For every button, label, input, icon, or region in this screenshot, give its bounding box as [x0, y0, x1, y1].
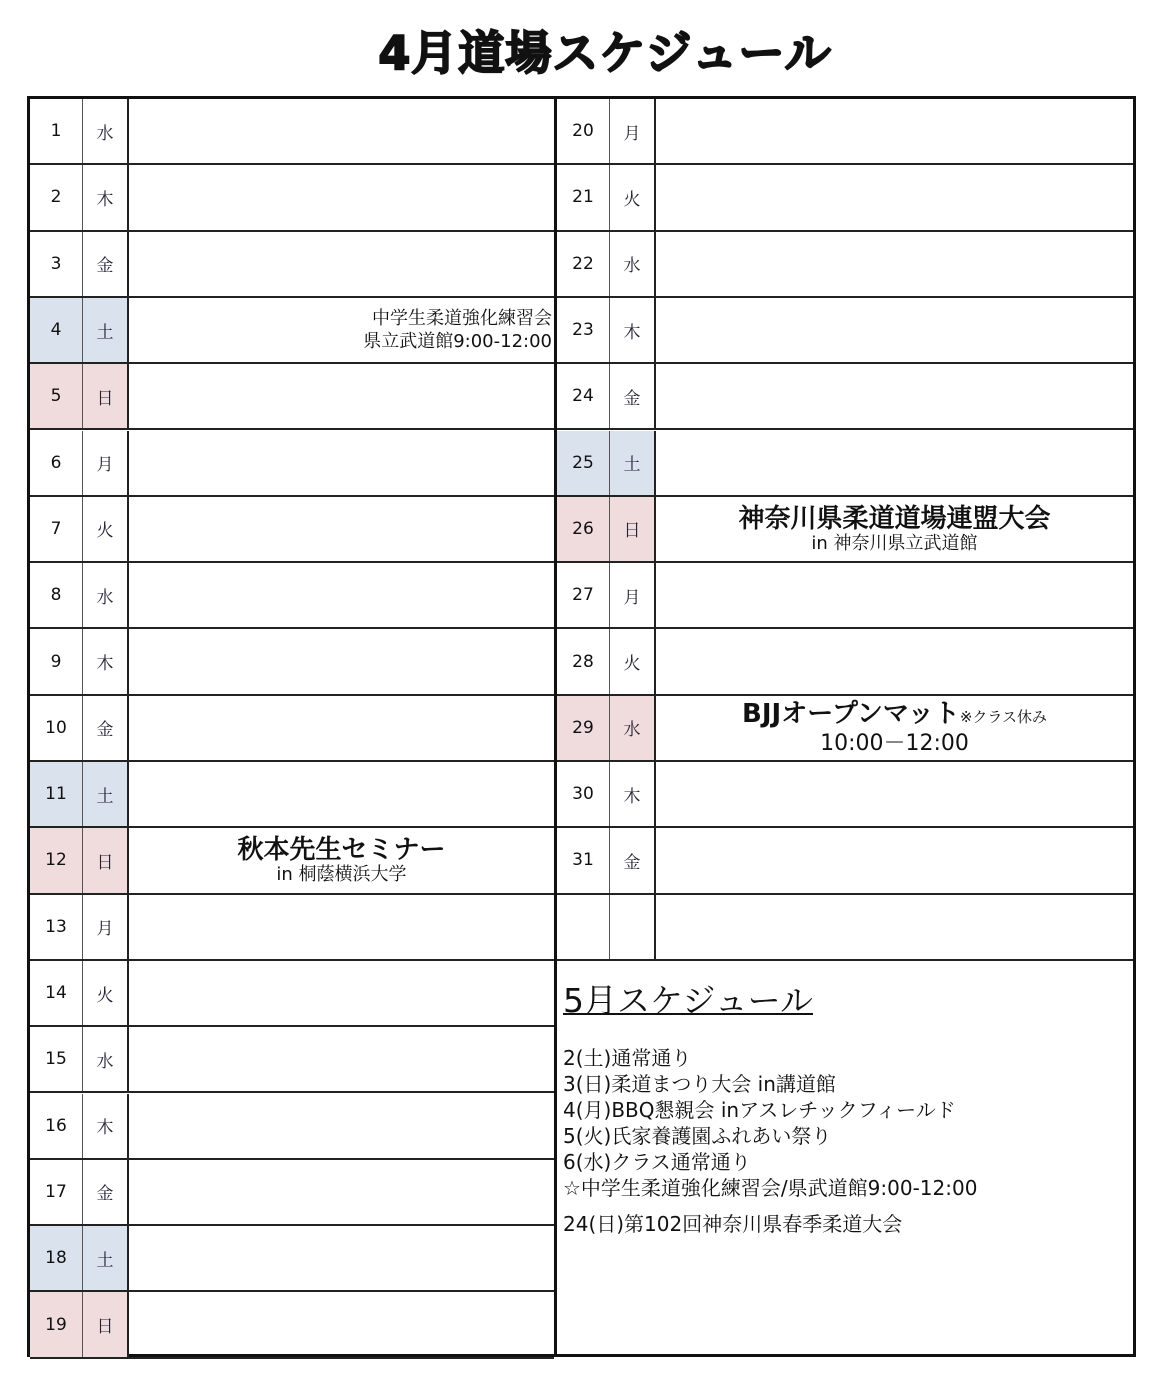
- event-cell: [129, 497, 554, 561]
- day-number: 16: [30, 1094, 83, 1158]
- day-number: 29: [557, 696, 610, 760]
- day-number: 23: [557, 298, 610, 362]
- day-row: [30, 696, 554, 762]
- day-number: 1: [30, 99, 83, 163]
- day-of-week: 木: [610, 298, 656, 362]
- event-cell: [129, 1160, 554, 1224]
- day-number: 18: [30, 1226, 83, 1290]
- event-cell: [656, 165, 1133, 229]
- day-row: [557, 696, 1133, 762]
- day-row: [30, 762, 554, 828]
- event-title-text: 神奈川県柔道道場連盟大会: [738, 503, 1051, 534]
- day-row: [557, 99, 1133, 165]
- day-number: 14: [30, 961, 83, 1025]
- day-of-week: 日: [83, 828, 129, 892]
- day-of-week: 土: [610, 431, 656, 495]
- day-of-week: 木: [83, 1094, 129, 1158]
- day-number: 11: [30, 762, 83, 826]
- day-of-week: 水: [83, 99, 129, 163]
- day-of-week: 土: [83, 762, 129, 826]
- day-row: [30, 165, 554, 231]
- may-schedule: [560, 961, 1130, 1237]
- event-cell: [656, 762, 1133, 826]
- event-cell: [129, 1292, 554, 1356]
- event-cell: [656, 828, 1133, 892]
- day-row: [30, 1160, 554, 1226]
- day-of-week: 火: [83, 497, 129, 561]
- day-number: 21: [557, 165, 610, 229]
- may-title: 5月スケジュール: [563, 981, 814, 1020]
- event-title-text: 秋本先生セミナー: [237, 835, 446, 866]
- day-of-week: 月: [610, 563, 656, 627]
- day-number: 13: [30, 895, 83, 959]
- day-of-week: 火: [610, 629, 656, 693]
- day-row: [30, 563, 554, 629]
- event-cell: [129, 762, 554, 826]
- day-number: 3: [30, 232, 83, 296]
- day-number: 28: [557, 629, 610, 693]
- day-number: 10: [30, 696, 83, 760]
- day-of-week: 月: [610, 99, 656, 163]
- day-number: 26: [557, 497, 610, 561]
- day-number: 22: [557, 232, 610, 296]
- day-number: 12: [30, 828, 83, 892]
- day-of-week: 日: [610, 497, 656, 561]
- day-of-week: 金: [610, 364, 656, 428]
- day-row: [557, 431, 1133, 497]
- day-row: [557, 298, 1133, 364]
- day-number: 6: [30, 431, 83, 495]
- event-cell: [656, 629, 1133, 693]
- day-row: [30, 1027, 554, 1093]
- day-number: 7: [30, 497, 83, 561]
- day-of-week: 水: [83, 1027, 129, 1091]
- event-subtitle: 10:00－12:00: [820, 731, 969, 757]
- day-of-week: 木: [83, 629, 129, 693]
- may-item: 3(日)柔道まつり大会 in講道館: [563, 1072, 836, 1096]
- event-cell: [129, 364, 554, 428]
- event-cell: [656, 563, 1133, 627]
- may-extra: 24(日)第102回神奈川県春季柔道大会: [563, 1212, 903, 1236]
- day-row: [30, 828, 554, 894]
- may-item: 5(火)氏家養護園ふれあい祭り: [563, 1124, 832, 1148]
- may-item: 2(土)通常通り: [563, 1046, 692, 1070]
- day-row: [557, 629, 1133, 695]
- event-cell: [129, 895, 554, 959]
- day-number: 25: [557, 431, 610, 495]
- day-of-week: 木: [610, 762, 656, 826]
- day-number: 5: [30, 364, 83, 428]
- day-row: [30, 1226, 554, 1292]
- day-row: [557, 232, 1133, 298]
- day-number: 19: [30, 1292, 83, 1356]
- event-cell: [656, 99, 1133, 163]
- event-subtitle: in 神奈川県立武道館: [811, 532, 978, 554]
- day-number: 15: [30, 1027, 83, 1091]
- day-number: 30: [557, 762, 610, 826]
- day-number: 17: [30, 1160, 83, 1224]
- event-cell: [656, 431, 1133, 495]
- day-row: [30, 232, 554, 298]
- day-number: 31: [557, 828, 610, 892]
- event-cell: [129, 629, 554, 693]
- day-row: [30, 961, 554, 1027]
- day-of-week: 火: [83, 961, 129, 1025]
- day-number: 9: [30, 629, 83, 693]
- day-number: 8: [30, 563, 83, 627]
- day-row: [557, 364, 1133, 430]
- day-of-week: 金: [610, 828, 656, 892]
- event-cell: [129, 696, 554, 760]
- day-row: [557, 497, 1133, 563]
- event-cell: [656, 497, 1133, 561]
- day-row: [557, 762, 1133, 828]
- day-of-week: [610, 895, 656, 959]
- event-text: 中学生柔道強化練習会: [372, 308, 552, 330]
- event-cell: [129, 1027, 554, 1091]
- event-text: 県立武道館9:00-12:00: [363, 331, 552, 353]
- day-row: [30, 364, 554, 430]
- day-of-week: 水: [610, 696, 656, 760]
- day-row: [557, 165, 1133, 231]
- day-row: [557, 563, 1133, 629]
- day-of-week: 土: [83, 1226, 129, 1290]
- event-cell: [129, 961, 554, 1025]
- day-of-week: 水: [610, 232, 656, 296]
- event-cell: [129, 99, 554, 163]
- event-cell: [656, 696, 1133, 760]
- event-cell: [656, 232, 1133, 296]
- event-cell: [129, 165, 554, 229]
- day-of-week: 月: [83, 431, 129, 495]
- day-number: 2: [30, 165, 83, 229]
- day-number: 4: [30, 298, 83, 362]
- event-cell: [129, 1094, 554, 1158]
- may-item: 6(水)クラス通常通り: [563, 1150, 751, 1174]
- event-title: [237, 835, 445, 865]
- day-row: [557, 828, 1133, 894]
- day-row: [557, 895, 1133, 961]
- day-row: [30, 99, 554, 165]
- day-of-week: 金: [83, 1160, 129, 1224]
- event-title: [742, 699, 1047, 732]
- event-cell: [129, 431, 554, 495]
- day-of-week: 日: [83, 364, 129, 428]
- day-number: [557, 895, 610, 959]
- day-row: [30, 497, 554, 563]
- day-of-week: 月: [83, 895, 129, 959]
- day-of-week: 木: [83, 165, 129, 229]
- day-of-week: 火: [610, 165, 656, 229]
- day-number: 27: [557, 563, 610, 627]
- day-row: [30, 298, 554, 364]
- page-title: 4月道場スケジュール: [378, 26, 832, 80]
- day-number: 24: [557, 364, 610, 428]
- day-of-week: 金: [83, 696, 129, 760]
- may-item: ☆中学生柔道強化練習会/県武道館9:00-12:00: [563, 1176, 978, 1200]
- day-row: [30, 431, 554, 497]
- event-subtitle: in 桐蔭横浜大学: [276, 864, 407, 886]
- day-row: [30, 629, 554, 695]
- day-row: [30, 1292, 554, 1358]
- event-title: [738, 504, 1050, 534]
- day-of-week: 金: [83, 232, 129, 296]
- event-cell: [129, 828, 554, 892]
- event-note: ※クラス休み: [959, 708, 1047, 727]
- event-cell: [129, 563, 554, 627]
- event-cell: [656, 895, 1133, 959]
- day-number: 20: [557, 99, 610, 163]
- event-cell: [129, 1226, 554, 1290]
- day-of-week: 日: [83, 1292, 129, 1356]
- event-title-text: BJJオープンマット: [742, 699, 960, 730]
- may-item: 4(月)BBQ懇親会 inアスレチックフィールド: [563, 1098, 956, 1122]
- may-list: [563, 1045, 1130, 1201]
- event-cell: [129, 232, 554, 296]
- day-of-week: 水: [83, 563, 129, 627]
- day-of-week: 土: [83, 298, 129, 362]
- day-row: [30, 895, 554, 961]
- day-row: [30, 1094, 554, 1160]
- event-cell: [656, 364, 1133, 428]
- schedule-table: [27, 96, 1136, 1357]
- event-cell: [656, 298, 1133, 362]
- event-cell: [129, 298, 554, 362]
